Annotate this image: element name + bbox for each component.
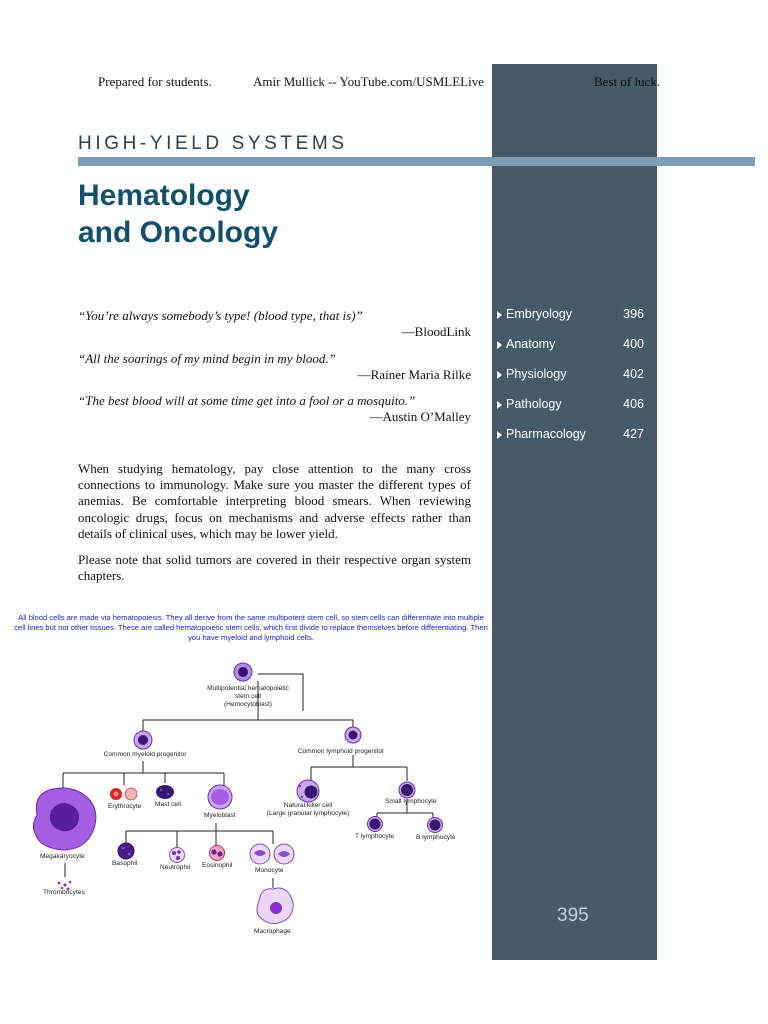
stem-cell-icon	[234, 663, 252, 681]
myeloid-progenitor-label: Common myeloid progenitor	[103, 751, 187, 758]
page-number: 395	[557, 905, 589, 926]
myeloblast-icon	[208, 785, 232, 809]
b-lymphocyte-label: B lymphocyte	[416, 834, 456, 841]
quote-text: “You’re always somebody’s type! (blood type, that is)”	[78, 308, 363, 323]
hematopoiesis-note: All blood cells are made via hematopoiesis. They all derive from the same multipotent stem cell, so stem cells can differentiate into multiple cell lines but not other tissues. These are called hematopoietic stem cells, which first divide to replace themselves before differentiating. Then you have myeloid and lymphoid cells.	[14, 613, 488, 642]
chapter-title-line2: and Oncology	[78, 216, 279, 249]
monocyte-icon	[250, 844, 294, 864]
basophil-label: Basophil	[112, 860, 138, 867]
quote-text: “The best blood will at some time get into a fool or a mosquito.”	[78, 393, 416, 408]
myeloblast-label: Myeloblast	[204, 812, 236, 819]
solid-tumors-note: Please note that solid tumors are covered in their respective organ system chapters.	[78, 552, 471, 584]
myeloid-progenitor-icon	[134, 731, 152, 749]
toc-page-number: 400	[623, 337, 644, 351]
macrophage-icon	[257, 888, 293, 924]
toc-page-number: 402	[623, 367, 644, 381]
nk-cell-label-line1: Natural killer cell	[283, 802, 333, 809]
toc-item-pathology[interactable]	[497, 397, 647, 427]
small-lymphocyte-icon	[399, 782, 415, 798]
megakaryocyte-label: Megakaryocyte	[40, 853, 85, 860]
quote-author: —BloodLink	[401, 324, 471, 339]
chapter-title	[78, 177, 278, 251]
stem-cell-label-line2: stem cell	[234, 693, 262, 700]
intro-paragraph: When studying hematology, pay close attention to the many cross connections to immunology. Make sure you master the different types of anemias. Be comfortable interpreting blood smears. When reviewing oncologic drugs, focus on mechanisms and adverse effects rather than details of clinical uses, which may be lower yield.	[78, 461, 471, 541]
eosinophil-label: Eosinophil	[202, 862, 233, 869]
toc-item-anatomy[interactable]	[497, 337, 647, 367]
nk-cell-label-line2: (Large granular lymphocyte)	[266, 810, 350, 817]
lymphoid-progenitor-label: Common lymphoid progenitor	[297, 748, 385, 755]
mast-cell-icon	[156, 785, 174, 799]
toc-label: Pathology	[506, 397, 562, 411]
header-center: Amir Mullick -- YouTube.com/USMLELive	[253, 74, 484, 89]
triangle-bullet-icon	[497, 311, 502, 319]
section-divider	[78, 157, 755, 166]
toc-page-number: 406	[623, 397, 644, 411]
t-lymphocyte-icon	[368, 817, 383, 832]
triangle-bullet-icon	[497, 341, 502, 349]
triangle-bullet-icon	[497, 371, 502, 379]
hematopoiesis-diagram	[15, 655, 488, 940]
b-lymphocyte-icon	[428, 818, 443, 833]
toc-item-physiology[interactable]	[497, 367, 647, 397]
toc-label: Embryology	[506, 307, 572, 321]
quote-1	[78, 308, 471, 340]
monocyte-label: Monocyte	[255, 867, 284, 874]
stem-cell-label-line3: (Hemocytoblast)	[223, 701, 273, 708]
triangle-bullet-icon	[497, 401, 502, 409]
t-lymphocyte-label: T lymphocyte	[355, 833, 395, 840]
erythrocyte-label: Erythrocyte	[108, 803, 142, 810]
stem-cell-label-line1: Multipotential hematopoietic	[207, 685, 289, 692]
section-label: HIGH-YIELD SYSTEMS	[78, 133, 348, 154]
toc-item-pharmacology[interactable]	[497, 427, 647, 457]
basophil-icon	[118, 843, 134, 859]
lymphoid-progenitor-icon	[345, 727, 361, 743]
toc-page-number: 396	[623, 307, 644, 321]
eosinophil-icon	[210, 846, 225, 861]
chapter-sidebar	[492, 64, 657, 960]
quote-2	[78, 351, 471, 383]
mast-cell-label: Mast cell	[155, 801, 182, 808]
quote-text: “All the soarings of my mind begin in my blood.”	[78, 351, 336, 366]
erythrocyte-icon	[110, 788, 137, 800]
macrophage-label: Macrophage	[254, 928, 291, 935]
header-left: Prepared for students.	[98, 74, 212, 89]
toc-page-number: 427	[623, 427, 644, 441]
table-of-contents	[497, 307, 647, 457]
header-right: Best of luck.	[594, 74, 661, 89]
triangle-bullet-icon	[497, 431, 502, 439]
nk-cell-icon	[297, 780, 319, 802]
quote-author: —Austin O’Malley	[369, 409, 471, 424]
toc-label: Pharmacology	[506, 427, 586, 441]
megakaryocyte-icon	[33, 788, 96, 850]
neutrophil-label: Neutrophil	[160, 864, 191, 871]
chapter-title-line1: Hematology	[78, 179, 250, 212]
toc-label: Anatomy	[506, 337, 556, 351]
neutrophil-icon	[170, 848, 185, 863]
toc-item-embryology[interactable]	[497, 307, 647, 337]
thrombocytes-label: Thrombocytes	[43, 889, 85, 896]
toc-label: Physiology	[506, 367, 567, 381]
quote-3	[78, 393, 471, 425]
small-lymphocyte-label: Small lymphocyte	[385, 798, 437, 805]
quote-author: —Rainer Maria Rilke	[357, 367, 471, 382]
